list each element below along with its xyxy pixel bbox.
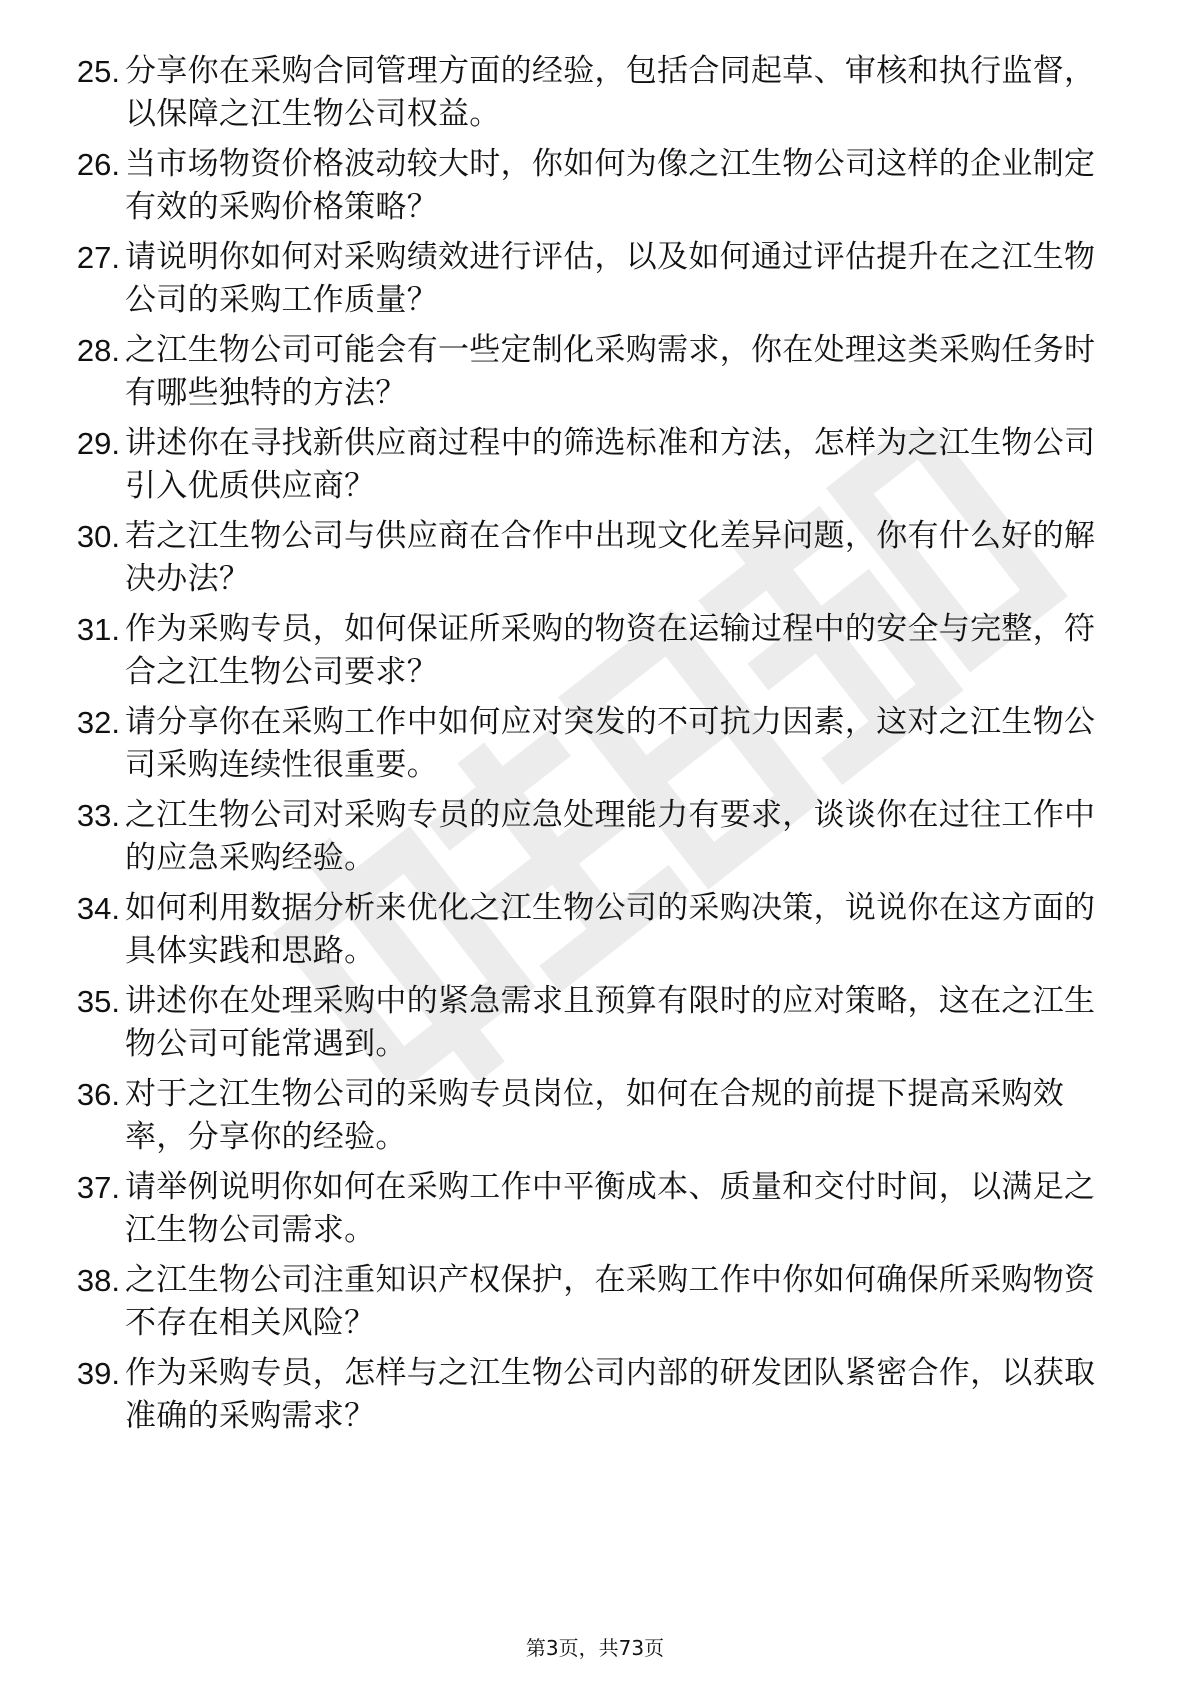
question-text: 讲述你在寻找新供应商过程中的筛选标准和方法，怎样为之江生物公司引入优质供应商？ [125, 425, 1096, 504]
question-number: 39. [76, 1356, 120, 1391]
question-item [60, 1352, 1120, 1432]
question-text: 分享你在采购合同管理方面的经验，包括合同起草、审核和执行监督，以保障之江生物公司权益。 [125, 53, 1096, 132]
question-number: 34. [76, 891, 120, 926]
question-text: 对于之江生物公司的采购专员岗位，如何在合规的前提下提高采购效率，分享你的经验。 [125, 1076, 1064, 1155]
question-item [60, 701, 1120, 781]
question-number: 31. [76, 612, 120, 647]
question-number: 29. [76, 426, 120, 461]
question-item [60, 143, 1120, 223]
question-text: 请举例说明你如何在采购工作中平衡成本、质量和交付时间，以满足之江生物公司需求。 [125, 1169, 1096, 1248]
question-number: 26. [76, 147, 120, 182]
question-text: 讲述你在处理采购中的紧急需求且预算有限时的应对策略，这在之江生物公司可能常遇到。 [125, 983, 1096, 1062]
question-number: 33. [76, 798, 120, 833]
question-item [60, 1166, 1120, 1246]
question-item [60, 515, 1120, 595]
question-number: 37. [76, 1170, 120, 1205]
question-text: 之江生物公司注重知识产权保护，在采购工作中你如何确保所采购物资不存在相关风险？ [125, 1262, 1096, 1341]
question-item [60, 887, 1120, 967]
question-text: 当市场物资价格波动较大时，你如何为像之江生物公司这样的企业制定有效的采购价格策略？ [125, 146, 1096, 225]
question-text: 请说明你如何对采购绩效进行评估，以及如何通过评估提升在之江生物公司的采购工作质量？ [125, 239, 1096, 318]
page-number-label: 第3页，共73页 [525, 1636, 665, 1660]
question-item [60, 980, 1120, 1060]
page-footer [0, 1632, 1190, 1661]
question-text: 如何利用数据分析来优化之江生物公司的采购决策，说说你在这方面的具体实践和思路。 [125, 890, 1096, 969]
question-item [60, 608, 1120, 688]
question-item [60, 236, 1120, 316]
question-number: 27. [76, 240, 120, 275]
question-text: 若之江生物公司与供应商在合作中出现文化差异问题，你有什么好的解决办法？ [125, 518, 1096, 597]
question-number: 28. [76, 333, 120, 368]
question-item [60, 329, 1120, 409]
question-number: 38. [76, 1263, 120, 1298]
question-number: 36. [76, 1077, 120, 1112]
question-text: 请分享你在采购工作中如何应对突发的不可抗力因素，这对之江生物公司采购连续性很重要。 [125, 704, 1096, 783]
question-text: 作为采购专员，怎样与之江生物公司内部的研发团队紧密合作，以获取准确的采购需求？ [125, 1355, 1096, 1434]
question-number: 35. [76, 984, 120, 1019]
question-text: 之江生物公司对采购专员的应急处理能力有要求，谈谈你在过往工作中的应急采购经验。 [125, 797, 1096, 876]
question-item [60, 794, 1120, 874]
question-number: 25. [76, 54, 120, 89]
question-item [60, 422, 1120, 502]
question-item [60, 1259, 1120, 1339]
question-number: 30. [76, 519, 120, 554]
question-item [60, 1073, 1120, 1153]
question-number: 32. [76, 705, 120, 740]
question-item [60, 50, 1120, 130]
question-text: 之江生物公司可能会有一些定制化采购需求，你在处理这类采购任务时有哪些独特的方法？ [125, 332, 1096, 411]
question-text: 作为采购专员，如何保证所采购的物资在运输过程中的安全与完整，符合之江生物公司要求？ [125, 611, 1096, 690]
